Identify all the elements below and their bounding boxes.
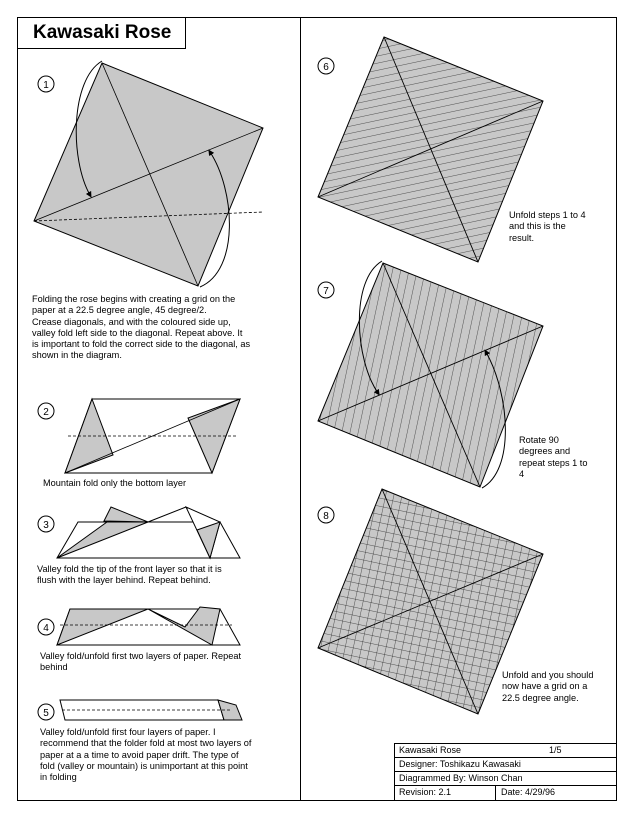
info-table [394,743,617,801]
step-5-diagram [38,700,242,720]
info-model: Kawasaki Rose [399,745,462,755]
step-1-number: 1 [43,80,49,91]
step-3-caption: Valley fold the tip of the front layer so that it is flush with the layer behind. Repeat behind. [37,564,222,586]
step-6-caption: Unfold steps 1 to 4 and this is the result. [509,210,586,243]
step-2-diagram [38,399,240,473]
step-1-diagram [34,61,263,287]
info-designer: Designer: Toshikazu Kawasaki [399,759,521,769]
info-row-diagrammer [395,772,616,786]
step-2-number: 2 [43,407,49,418]
step-7-caption: Rotate 90 degrees and repeat steps 1 to 4 [519,435,588,479]
step-8-number: 8 [323,511,329,522]
info-row-revision [395,786,616,800]
step-1-caption: Folding the rose begins with creating a grid on the paper at a 22.5 degree angle, 45 degree/2. Crease diagonals, and with the coloured side up, valley fold left side to the diagonal. Repeat above. It is important to fold the correct side to the diagonal, as shown in the diagram. [32,294,251,361]
step-3-diagram [38,507,240,558]
step-5-number: 5 [43,708,49,719]
step-4-diagram [38,607,240,645]
step-4-caption: Valley fold/unfold first two layers of paper. Repeat behind [40,651,242,673]
info-diagrammer: Diagrammed By: Winson Chan [399,773,523,783]
step-6-number: 6 [323,62,329,73]
step-4-number: 4 [43,623,49,634]
info-date: Date: 4/29/96 [501,787,556,797]
step-7-number: 7 [323,286,329,297]
step-3-number: 3 [43,520,49,531]
step-8-caption: Unfold and you should now have a grid on a 22.5 degree angle. [502,670,594,703]
info-row-designer [395,758,616,772]
step-5-caption: Valley fold/unfold first four layers of paper. I recommend that the folder fold at most two layers of paper at a a time to avoid paper drift. The type of fold (valley or mountain) is unimportant at this point in folding [40,727,252,783]
step-2-caption: Mountain fold only the bottom layer [43,478,186,488]
info-page: 1/5 [549,745,562,755]
page-title: Kawasaki Rose [17,17,186,49]
step-7-diagram [318,261,543,488]
info-row-model [395,744,616,758]
info-revision: Revision: 2.1 [399,787,452,797]
